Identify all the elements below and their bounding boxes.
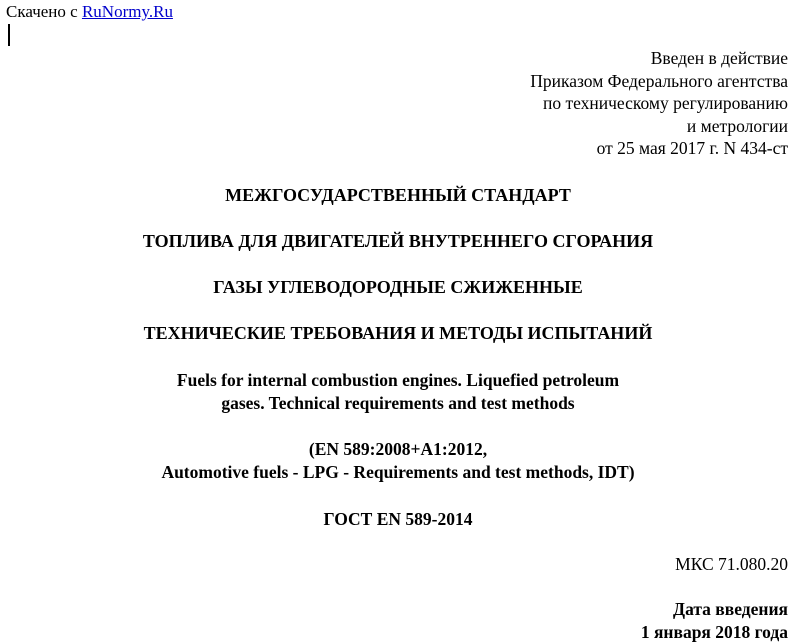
title-line-3: ТЕХНИЧЕСКИЕ ТРЕБОВАНИЯ И МЕТОДЫ ИСПЫТАНИЙ: [143, 323, 653, 343]
source-prefix: Скачено с: [6, 2, 78, 21]
intro-line: и метрологии: [686, 115, 788, 136]
effective-date-label: Дата введения: [673, 599, 788, 619]
effective-date-value: 1 января 2018 года: [640, 622, 788, 642]
source-link[interactable]: RuNormy.Ru: [81, 2, 173, 21]
introduction-block: [530, 47, 788, 160]
intro-line: Приказом Федерального агентства: [530, 70, 788, 91]
standard-number: ГОСТ EN 589-2014: [323, 509, 473, 529]
title-line-1: ТОПЛИВА ДЛЯ ДВИГАТЕЛЕЙ ВНУТРЕННЕГО СГОРАНИЯ: [142, 231, 654, 251]
intro-line: от 25 мая 2017 г. N 434-ст: [596, 138, 788, 159]
title-line-2: ГАЗЫ УГЛЕВОДОРОДНЫЕ СЖИЖЕННЫЕ: [213, 277, 583, 297]
intro-line: Введен в действие: [650, 48, 788, 68]
intro-line: по техническому регулированию: [542, 93, 788, 114]
mks-code: МКС 71.080.20: [675, 554, 788, 574]
effective-date-block: [641, 598, 788, 644]
standard-category: МЕЖГОСУДАРСТВЕННЫЙ СТАНДАРТ: [225, 185, 571, 205]
text-cursor: [8, 24, 10, 46]
equivalence-line-2: Automotive fuels - LPG - Requirements and test methods, IDT): [161, 462, 635, 482]
equivalence-line-1: (EN 589:2008+A1:2012,: [308, 439, 488, 459]
english-title-line-2: gases. Technical requirements and test methods: [221, 393, 575, 413]
english-title-line-1: Fuels for internal combustion engines. Liquefied petroleum: [176, 370, 620, 390]
source-line: [6, 2, 173, 22]
